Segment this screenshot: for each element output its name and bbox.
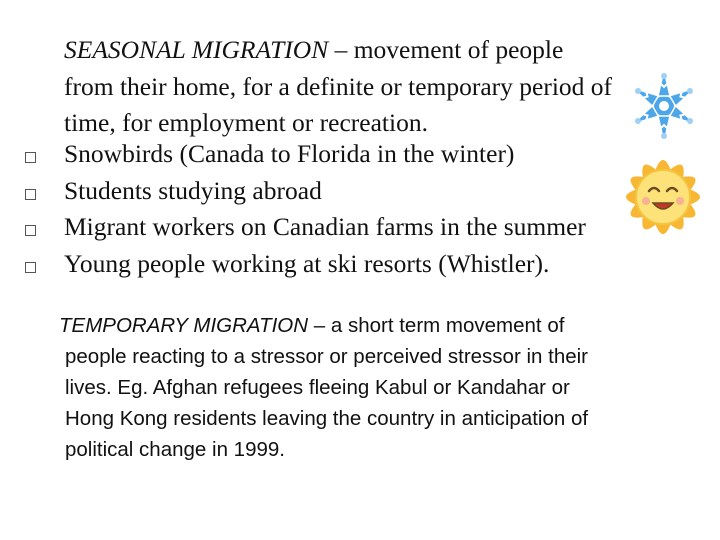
snowflake-icon <box>624 66 704 146</box>
temporary-definition-part-1: – a short term movement of <box>308 314 565 337</box>
smiling-sun-icon <box>618 152 708 242</box>
temporary-line-2: people reacting to a stressor or perceived stressor in their <box>65 345 589 368</box>
bullet-box-icon <box>25 189 36 200</box>
temporary-line-5: political change in 1999. <box>65 438 285 461</box>
temporary-line-4: Hong Kong residents leaving the country in anticipation of <box>65 407 589 430</box>
bullet-box-icon <box>25 225 36 236</box>
list-item <box>0 209 720 246</box>
seasonal-migration-term: SEASONAL MIGRATION <box>64 35 329 64</box>
seasonal-line-1 <box>64 32 664 69</box>
list-item-text: Young people working at ski resorts (Whistler). <box>64 248 550 278</box>
list-item-text: Snowbirds (Canada to Florida in the winter) <box>64 139 515 168</box>
seasonal-line-3: time, for employment or recreation. <box>64 108 428 137</box>
seasonal-definition-part-1: – movement of people <box>328 35 564 64</box>
bullet-box-icon <box>25 152 36 163</box>
list-item <box>0 173 720 210</box>
list-item-text: Migrant workers on Canadian farms in the summer <box>64 212 586 241</box>
bullet-box-icon <box>25 262 36 273</box>
temporary-migration-term: TEMPORARY MIGRATION <box>59 314 309 337</box>
seasonal-examples-list <box>0 136 720 282</box>
list-item <box>0 136 720 173</box>
seasonal-migration-definition <box>64 32 664 142</box>
list-item <box>0 246 720 283</box>
temporary-line-3: lives. Eg. Afghan refugees fleeing Kabul or Kandahar or <box>65 376 570 399</box>
temporary-migration-definition <box>59 310 689 465</box>
list-item-text: Students studying abroad <box>64 175 322 205</box>
temporary-line-1 <box>59 310 689 341</box>
seasonal-line-2: from their home, for a definite or temporary period of <box>64 71 613 101</box>
